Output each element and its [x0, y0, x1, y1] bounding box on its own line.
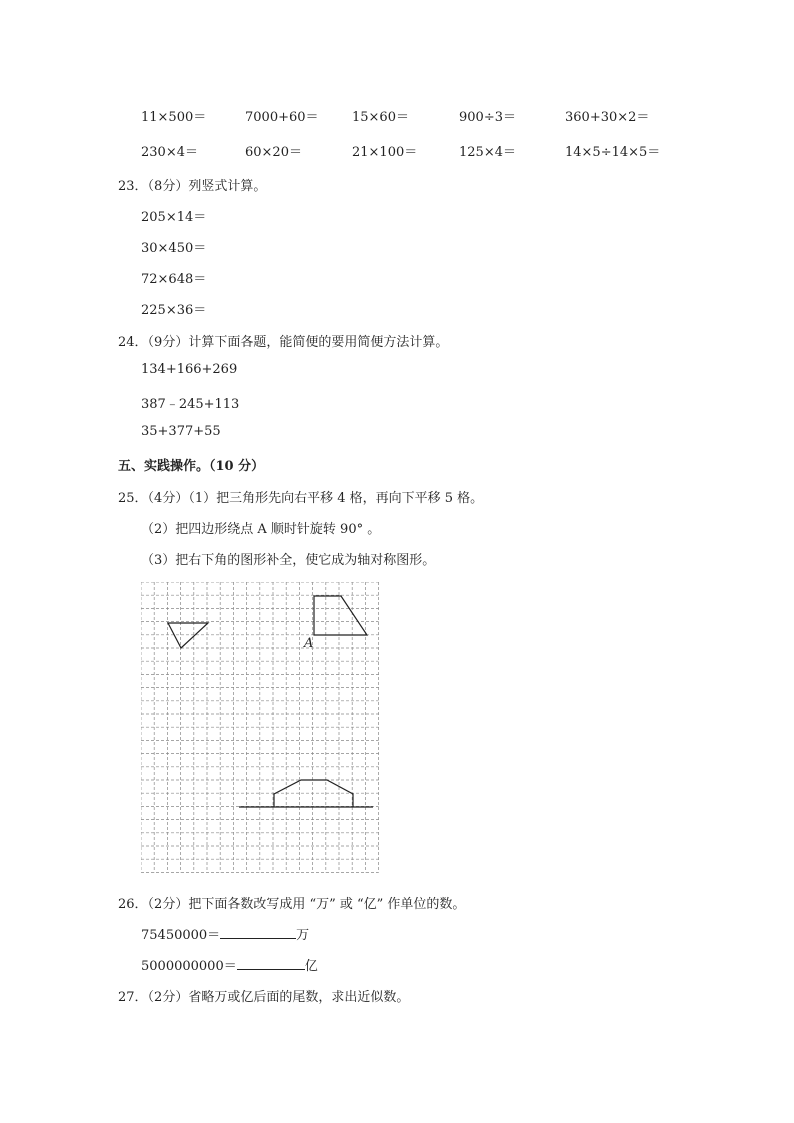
question-26-item-2: [141, 955, 318, 974]
question-24-item: 35+377+55: [141, 424, 221, 439]
item-1-number: 75450000＝: [141, 928, 221, 943]
question-27-title: 27．（2分）省略万或亿后面的尾数，求出近似数。: [118, 990, 410, 1005]
question-25-sub-3: （3）把右下角的图形补全，使它成为轴对称图形。: [141, 553, 436, 568]
question-23-item: 30×450＝: [141, 241, 207, 256]
oral-calc-item: 21×100＝: [352, 145, 418, 160]
question-26-title: 26．（2分）把下面各数改写成用 “万” 或 “亿” 作单位的数。: [118, 897, 466, 912]
question-24-item: 387﹣245+113: [141, 397, 240, 412]
oral-calc-item: 60×20＝: [245, 145, 302, 160]
question-25-sub-2: （2）把四边形绕点 A 顺时针旋转 90° 。: [141, 522, 381, 537]
question-24-title: 24．（9分）计算下面各题，能简便的要用简便方法计算。: [118, 335, 449, 350]
oral-calc-item: 11×500＝: [141, 110, 207, 125]
triangle-shape: [168, 623, 208, 648]
item-1-unit: 万: [296, 928, 310, 943]
grid-lines: [141, 582, 379, 872]
oral-calc-item: 360+30×2＝: [565, 110, 650, 125]
question-23-item: 225×36＝: [141, 303, 207, 318]
oral-calc-item: 900÷3＝: [459, 110, 516, 125]
grid-figure: [141, 582, 381, 874]
item-2-number: 5000000000＝: [141, 959, 237, 974]
question-25-title: 25．（4分）（1）把三角形先向右平移 4 格，再向下平移 5 格。: [118, 491, 484, 506]
point-a-label: A: [304, 636, 314, 651]
question-23-item: 72×648＝: [141, 272, 207, 287]
item-2-unit: 亿: [304, 959, 318, 974]
answer-blank[interactable]: [237, 955, 305, 970]
question-23-title: 23．（8分）列竖式计算。: [118, 179, 267, 194]
question-24-item: 134+166+269: [141, 362, 238, 377]
section-5-title: 五、实践操作。（10 分）: [118, 459, 265, 474]
question-23-item: 205×14＝: [141, 210, 207, 225]
oral-calc-item: 15×60＝: [352, 110, 409, 125]
question-26-item-1: [141, 924, 309, 943]
answer-blank[interactable]: [220, 924, 296, 939]
oral-calc-item: 14×5÷14×5＝: [565, 145, 661, 160]
oral-calc-item: 7000+60＝: [245, 110, 319, 125]
oral-calc-item: 125×4＝: [459, 145, 516, 160]
quadrilateral-shape: [314, 596, 367, 635]
oral-calc-item: 230×4＝: [141, 145, 198, 160]
